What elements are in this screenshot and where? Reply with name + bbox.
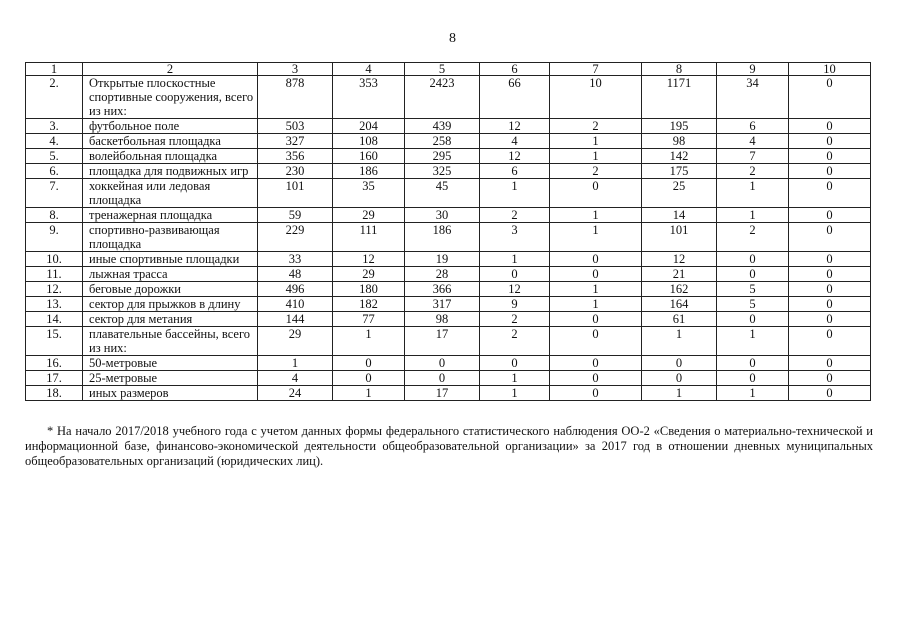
facility-name-cell: площадка для подвижных игр	[83, 164, 258, 179]
value-cell: 195	[642, 119, 717, 134]
value-cell: 439	[405, 119, 480, 134]
page-number: 8	[449, 31, 456, 46]
table-row	[26, 223, 871, 252]
value-cell: 0	[550, 267, 642, 282]
value-cell: 12	[333, 252, 405, 267]
value-cell: 410	[258, 297, 333, 312]
row-number-cell: 16.	[26, 356, 83, 371]
column-number-9: 9	[717, 63, 789, 76]
value-cell: 4	[258, 371, 333, 386]
table-row	[26, 267, 871, 282]
facility-name-cell: сектор для метания	[83, 312, 258, 327]
value-cell: 19	[405, 252, 480, 267]
value-cell: 0	[789, 119, 871, 134]
column-number-6: 6	[480, 63, 550, 76]
value-cell: 0	[789, 179, 871, 208]
table-header-row	[26, 63, 871, 76]
value-cell: 17	[405, 386, 480, 401]
value-cell: 0	[333, 356, 405, 371]
value-cell: 98	[405, 312, 480, 327]
value-cell: 496	[258, 282, 333, 297]
value-cell: 66	[480, 76, 550, 119]
table-row	[26, 164, 871, 179]
value-cell: 108	[333, 134, 405, 149]
value-cell: 0	[333, 371, 405, 386]
column-number-3: 3	[258, 63, 333, 76]
facility-name-cell: волейбольная площадка	[83, 149, 258, 164]
facility-name-cell: беговые дорожки	[83, 282, 258, 297]
value-cell: 6	[717, 119, 789, 134]
value-cell: 0	[717, 356, 789, 371]
value-cell: 186	[405, 223, 480, 252]
facility-name-cell: сектор для прыжков в длину	[83, 297, 258, 312]
value-cell: 0	[789, 356, 871, 371]
column-number-2: 2	[83, 63, 258, 76]
value-cell: 1	[480, 371, 550, 386]
value-cell: 21	[642, 267, 717, 282]
value-cell: 0	[550, 327, 642, 356]
value-cell: 0	[789, 327, 871, 356]
value-cell: 24	[258, 386, 333, 401]
value-cell: 2	[480, 208, 550, 223]
value-cell: 0	[642, 371, 717, 386]
value-cell: 0	[789, 76, 871, 119]
value-cell: 1	[717, 208, 789, 223]
value-cell: 353	[333, 76, 405, 119]
value-cell: 9	[480, 297, 550, 312]
facility-name-cell: 25-метровые	[83, 371, 258, 386]
value-cell: 1	[550, 223, 642, 252]
value-cell: 2	[717, 223, 789, 252]
value-cell: 0	[789, 297, 871, 312]
table-row	[26, 134, 871, 149]
row-number-cell: 9.	[26, 223, 83, 252]
value-cell: 229	[258, 223, 333, 252]
table-row	[26, 119, 871, 134]
value-cell: 0	[717, 267, 789, 282]
value-cell: 0	[717, 371, 789, 386]
value-cell: 4	[480, 134, 550, 149]
value-cell: 1	[642, 327, 717, 356]
value-cell: 182	[333, 297, 405, 312]
value-cell: 0	[550, 386, 642, 401]
value-cell: 101	[642, 223, 717, 252]
value-cell: 2	[550, 119, 642, 134]
value-cell: 35	[333, 179, 405, 208]
value-cell: 0	[789, 386, 871, 401]
value-cell: 0	[405, 356, 480, 371]
row-number-cell: 15.	[26, 327, 83, 356]
value-cell: 0	[789, 223, 871, 252]
value-cell: 0	[480, 267, 550, 282]
value-cell: 2	[550, 164, 642, 179]
value-cell: 0	[789, 134, 871, 149]
value-cell: 1	[550, 149, 642, 164]
table-row	[26, 297, 871, 312]
value-cell: 162	[642, 282, 717, 297]
facility-name-cell: тренажерная площадка	[83, 208, 258, 223]
value-cell: 325	[405, 164, 480, 179]
value-cell: 1	[550, 208, 642, 223]
value-cell: 0	[550, 371, 642, 386]
value-cell: 7	[717, 149, 789, 164]
column-number-8: 8	[642, 63, 717, 76]
value-cell: 1	[333, 327, 405, 356]
value-cell: 0	[480, 356, 550, 371]
value-cell: 111	[333, 223, 405, 252]
value-cell: 2	[480, 312, 550, 327]
value-cell: 12	[480, 149, 550, 164]
value-cell: 48	[258, 267, 333, 282]
facility-name-cell: Открытые плоскостные спортивные сооружения, всего из них:	[83, 76, 258, 119]
value-cell: 160	[333, 149, 405, 164]
value-cell: 1171	[642, 76, 717, 119]
value-cell: 17	[405, 327, 480, 356]
value-cell: 0	[789, 371, 871, 386]
facility-name-cell: баскетбольная площадка	[83, 134, 258, 149]
value-cell: 30	[405, 208, 480, 223]
value-cell: 186	[333, 164, 405, 179]
value-cell: 5	[717, 282, 789, 297]
value-cell: 25	[642, 179, 717, 208]
row-number-cell: 13.	[26, 297, 83, 312]
column-number-7: 7	[550, 63, 642, 76]
value-cell: 0	[789, 282, 871, 297]
table-row	[26, 312, 871, 327]
value-cell: 0	[789, 164, 871, 179]
value-cell: 0	[550, 312, 642, 327]
value-cell: 164	[642, 297, 717, 312]
value-cell: 34	[717, 76, 789, 119]
row-number-cell: 6.	[26, 164, 83, 179]
value-cell: 356	[258, 149, 333, 164]
statistics-table	[25, 62, 871, 401]
value-cell: 258	[405, 134, 480, 149]
value-cell: 3	[480, 223, 550, 252]
row-number-cell: 10.	[26, 252, 83, 267]
facility-name-cell: плавательные бассейны, всего из них:	[83, 327, 258, 356]
row-number-cell: 18.	[26, 386, 83, 401]
table-row	[26, 282, 871, 297]
table-row	[26, 149, 871, 164]
value-cell: 0	[550, 356, 642, 371]
column-number-5: 5	[405, 63, 480, 76]
value-cell: 1	[717, 327, 789, 356]
value-cell: 4	[717, 134, 789, 149]
value-cell: 6	[480, 164, 550, 179]
value-cell: 101	[258, 179, 333, 208]
value-cell: 0	[789, 208, 871, 223]
value-cell: 142	[642, 149, 717, 164]
value-cell: 144	[258, 312, 333, 327]
facility-name-cell: 50-метровые	[83, 356, 258, 371]
value-cell: 33	[258, 252, 333, 267]
value-cell: 1	[333, 386, 405, 401]
facility-name-cell: хоккейная или ледовая площадка	[83, 179, 258, 208]
facility-name-cell: иных размеров	[83, 386, 258, 401]
table-row	[26, 356, 871, 371]
value-cell: 0	[550, 252, 642, 267]
column-number-1: 1	[26, 63, 83, 76]
facility-name-cell: спортивно-развивающая площадка	[83, 223, 258, 252]
value-cell: 0	[717, 312, 789, 327]
value-cell: 1	[717, 179, 789, 208]
value-cell: 878	[258, 76, 333, 119]
value-cell: 1	[550, 134, 642, 149]
value-cell: 230	[258, 164, 333, 179]
table-row	[26, 327, 871, 356]
row-number-cell: 17.	[26, 371, 83, 386]
table-row	[26, 179, 871, 208]
row-number-cell: 2.	[26, 76, 83, 119]
row-number-cell: 8.	[26, 208, 83, 223]
value-cell: 180	[333, 282, 405, 297]
value-cell: 0	[717, 252, 789, 267]
row-number-cell: 12.	[26, 282, 83, 297]
value-cell: 0	[789, 267, 871, 282]
value-cell: 1	[258, 356, 333, 371]
value-cell: 2	[480, 327, 550, 356]
value-cell: 1	[480, 386, 550, 401]
table-row	[26, 371, 871, 386]
value-cell: 29	[333, 267, 405, 282]
row-number-cell: 4.	[26, 134, 83, 149]
value-cell: 29	[333, 208, 405, 223]
facility-name-cell: футбольное поле	[83, 119, 258, 134]
facility-name-cell: лыжная трасса	[83, 267, 258, 282]
row-number-cell: 11.	[26, 267, 83, 282]
value-cell: 12	[642, 252, 717, 267]
value-cell: 12	[480, 119, 550, 134]
table-row	[26, 386, 871, 401]
value-cell: 1	[642, 386, 717, 401]
table-row	[26, 208, 871, 223]
value-cell: 1	[550, 282, 642, 297]
value-cell: 61	[642, 312, 717, 327]
value-cell: 14	[642, 208, 717, 223]
value-cell: 327	[258, 134, 333, 149]
value-cell: 5	[717, 297, 789, 312]
value-cell: 1	[717, 386, 789, 401]
value-cell: 1	[550, 297, 642, 312]
value-cell: 0	[789, 149, 871, 164]
table-row	[26, 76, 871, 119]
row-number-cell: 14.	[26, 312, 83, 327]
value-cell: 98	[642, 134, 717, 149]
value-cell: 12	[480, 282, 550, 297]
value-cell: 0	[405, 371, 480, 386]
value-cell: 204	[333, 119, 405, 134]
value-cell: 0	[550, 179, 642, 208]
value-cell: 28	[405, 267, 480, 282]
row-number-cell: 5.	[26, 149, 83, 164]
value-cell: 10	[550, 76, 642, 119]
value-cell: 77	[333, 312, 405, 327]
row-number-cell: 7.	[26, 179, 83, 208]
table-row	[26, 252, 871, 267]
value-cell: 366	[405, 282, 480, 297]
value-cell: 503	[258, 119, 333, 134]
value-cell: 2423	[405, 76, 480, 119]
value-cell: 1	[480, 179, 550, 208]
value-cell: 175	[642, 164, 717, 179]
value-cell: 45	[405, 179, 480, 208]
value-cell: 1	[480, 252, 550, 267]
value-cell: 295	[405, 149, 480, 164]
column-number-10: 10	[789, 63, 871, 76]
value-cell: 29	[258, 327, 333, 356]
value-cell: 2	[717, 164, 789, 179]
value-cell: 0	[642, 356, 717, 371]
value-cell: 0	[789, 252, 871, 267]
footnote: * На начало 2017/2018 учебного года с учетом данных формы федерального статистического наблюдения ОО-2 «Сведения о материально-технической и информационной базе, финансово-экономической деятельности общеобразовательной организации» за 2017 год в отношении дневных муниципальных общеобразовательных организаций (юридических лиц).	[25, 424, 873, 468]
facility-name-cell: иные спортивные площадки	[83, 252, 258, 267]
value-cell: 59	[258, 208, 333, 223]
row-number-cell: 3.	[26, 119, 83, 134]
column-number-4: 4	[333, 63, 405, 76]
value-cell: 0	[789, 312, 871, 327]
value-cell: 317	[405, 297, 480, 312]
